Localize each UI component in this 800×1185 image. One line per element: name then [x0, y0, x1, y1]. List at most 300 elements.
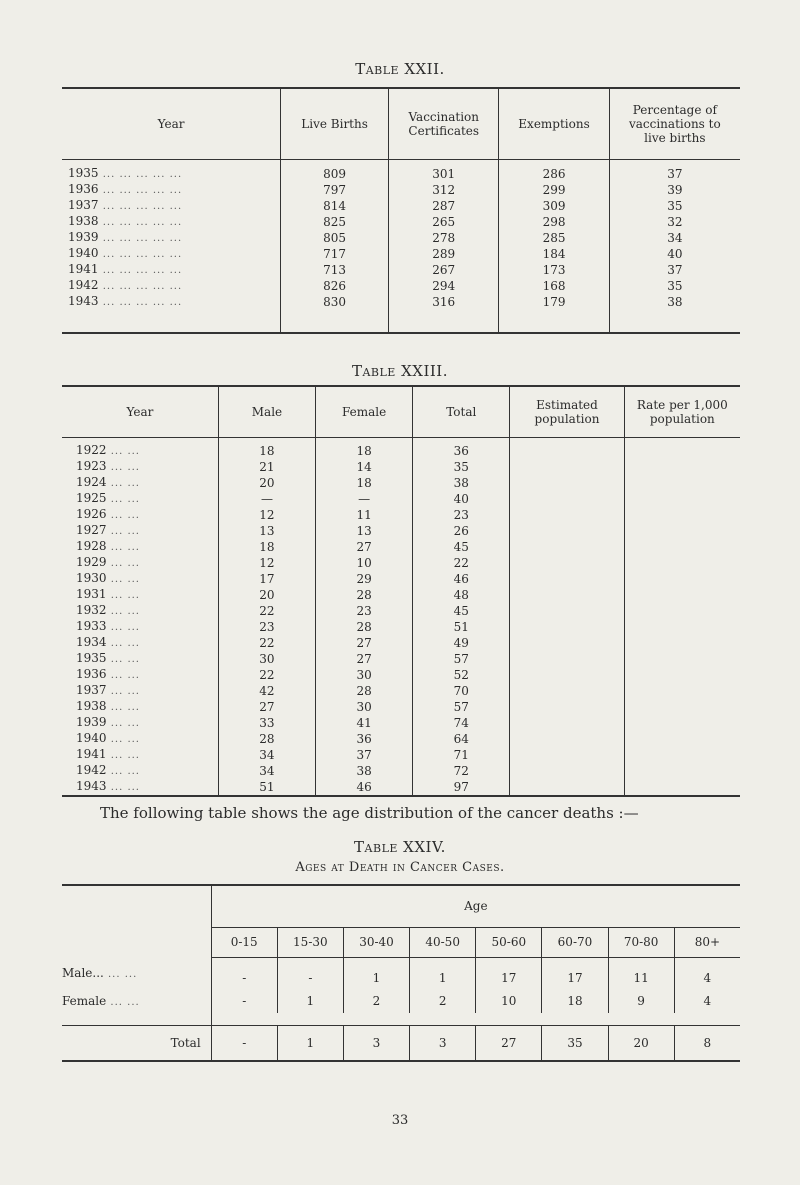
data-cell: 309 [499, 198, 609, 214]
data-cell: 33 [218, 715, 315, 731]
total-row [62, 1025, 740, 1061]
table-row [62, 587, 740, 603]
data-cell: 20 [218, 587, 315, 603]
data-cell: 28 [315, 587, 412, 603]
data-cell: 713 [281, 262, 389, 278]
rate-cell [624, 475, 740, 491]
year-value: 1942 [68, 278, 99, 292]
age-group-header: 30-40 [343, 927, 409, 957]
table-row [62, 198, 740, 214]
data-cell: 38 [609, 294, 740, 333]
estimated-population-cell [510, 747, 624, 763]
data-cell: 39 [609, 182, 740, 198]
table-row [62, 619, 740, 635]
year-value: 1933 [76, 619, 107, 633]
table-row [62, 230, 740, 246]
estimated-population-cell [510, 587, 624, 603]
rate-cell [624, 715, 740, 731]
year-value: 1943 [68, 294, 99, 308]
year-value: 1937 [76, 683, 107, 697]
year-value: 1943 [76, 779, 107, 793]
data-cell: 41 [315, 715, 412, 731]
estimated-population-cell [510, 475, 624, 491]
data-cell: 22 [218, 603, 315, 619]
data-cell: 4 [674, 957, 740, 989]
data-cell: 12 [218, 555, 315, 571]
data-cell: 4 [674, 989, 740, 1013]
table-row [62, 989, 740, 1013]
age-group-header: 60-70 [542, 927, 608, 957]
data-cell: 316 [389, 294, 499, 333]
col-header: Total [413, 386, 510, 438]
data-cell: 30 [315, 699, 412, 715]
year-cell [62, 491, 218, 507]
year-cell [62, 587, 218, 603]
leader-dots: ... ... [106, 686, 140, 697]
data-cell: 2 [410, 989, 476, 1013]
year-value: 1941 [76, 747, 107, 761]
data-cell: 11 [608, 957, 674, 989]
leader-dots: ... ... [106, 446, 140, 457]
year-cell [62, 160, 281, 183]
year-value: 1928 [76, 539, 107, 553]
leader-dots: ... ... ... ... ... [98, 297, 183, 308]
data-cell: 298 [499, 214, 609, 230]
data-cell: 45 [413, 603, 510, 619]
data-cell: 71 [413, 747, 510, 763]
total-cell: 27 [476, 1025, 542, 1061]
estimated-population-cell [510, 763, 624, 779]
data-cell: 289 [389, 246, 499, 262]
year-value: 1925 [76, 491, 107, 505]
data-cell: 45 [413, 539, 510, 555]
data-cell: 278 [389, 230, 499, 246]
leader-dots: ... ... [106, 766, 140, 777]
table-row [62, 182, 740, 198]
data-cell: 179 [499, 294, 609, 333]
table-row [62, 438, 740, 460]
estimated-population-cell [510, 491, 624, 507]
data-cell: 23 [218, 619, 315, 635]
rate-cell [624, 491, 740, 507]
leader-dots: ... ... [106, 654, 140, 665]
leader-dots: ... ... [106, 510, 140, 521]
estimated-population-cell [510, 571, 624, 587]
rate-cell [624, 459, 740, 475]
table-row [62, 603, 740, 619]
year-cell [62, 214, 281, 230]
leader-dots: ... ... [106, 638, 140, 649]
year-cell [62, 198, 281, 214]
table-24-title: Table XXIV. [354, 838, 446, 856]
col-header: Year [62, 386, 218, 438]
leader-dots: ... ... [106, 622, 140, 633]
data-cell: 168 [499, 278, 609, 294]
year-value: 1927 [76, 523, 107, 537]
rate-cell [624, 603, 740, 619]
rate-cell [624, 651, 740, 667]
data-cell: 57 [413, 699, 510, 715]
row-label-text: Male... [62, 966, 104, 980]
year-cell [62, 438, 218, 460]
data-cell: 35 [413, 459, 510, 475]
year-value: 1924 [76, 475, 107, 489]
data-cell: 10 [315, 555, 412, 571]
year-value: 1936 [68, 182, 99, 196]
table-row [62, 278, 740, 294]
data-cell: 13 [218, 523, 315, 539]
data-cell: 13 [315, 523, 412, 539]
year-value: 1937 [68, 198, 99, 212]
table-row [62, 667, 740, 683]
data-cell: 267 [389, 262, 499, 278]
rate-cell [624, 763, 740, 779]
total-label: Total [170, 1035, 201, 1050]
data-cell: 299 [499, 182, 609, 198]
data-cell: 9 [608, 989, 674, 1013]
data-cell: 10 [476, 989, 542, 1013]
year-value: 1922 [76, 443, 107, 457]
data-cell: 34 [218, 747, 315, 763]
total-cell: 20 [608, 1025, 674, 1061]
data-cell: 70 [413, 683, 510, 699]
data-cell: 287 [389, 198, 499, 214]
total-cell: 8 [674, 1025, 740, 1061]
estimated-population-cell [510, 667, 624, 683]
data-cell: 12 [218, 507, 315, 523]
estimated-population-cell [510, 459, 624, 475]
data-cell: 37 [609, 160, 740, 183]
data-cell: 28 [315, 619, 412, 635]
year-value: 1931 [76, 587, 107, 601]
data-cell: 20 [218, 475, 315, 491]
col-header: Percentage of vaccinations to live births [609, 88, 740, 160]
leader-dots: ... ... [106, 670, 140, 681]
data-cell: — [315, 491, 412, 507]
data-cell: 18 [315, 438, 412, 460]
year-cell [62, 603, 218, 619]
data-cell: - [211, 957, 277, 989]
age-group-header: 50-60 [476, 927, 542, 957]
data-cell: 40 [609, 246, 740, 262]
total-cell: 3 [343, 1025, 409, 1061]
leader-dots: ... ... ... ... ... [98, 265, 183, 276]
leader-dots: ... ... [106, 702, 140, 713]
data-cell: 42 [218, 683, 315, 699]
table-24-subtitle: Ages at Death in Cancer Cases. [295, 860, 505, 875]
table-row [62, 699, 740, 715]
leader-dots: ... ... [106, 558, 140, 569]
data-cell: - [211, 989, 277, 1013]
year-cell [62, 459, 218, 475]
data-cell: 1 [343, 957, 409, 989]
col-header: Vaccination Certificates [389, 88, 499, 160]
year-value: 1940 [76, 731, 107, 745]
data-cell: 717 [281, 246, 389, 262]
leader-dots: ... ... [106, 542, 140, 553]
table-row [62, 779, 740, 796]
year-cell [62, 523, 218, 539]
data-cell: 797 [281, 182, 389, 198]
year-value: 1929 [76, 555, 107, 569]
table-row [62, 160, 740, 183]
data-cell: 809 [281, 160, 389, 183]
data-cell: 34 [218, 763, 315, 779]
year-value: 1935 [76, 651, 107, 665]
data-cell: 74 [413, 715, 510, 731]
data-cell: 27 [315, 635, 412, 651]
table-row [62, 571, 740, 587]
table-row [62, 246, 740, 262]
data-cell: 312 [389, 182, 499, 198]
rate-cell [624, 747, 740, 763]
table-row [62, 957, 740, 989]
table-row [62, 731, 740, 747]
estimated-population-cell [510, 603, 624, 619]
data-cell: 18 [218, 539, 315, 555]
table-row [62, 683, 740, 699]
year-cell [62, 230, 281, 246]
year-cell [62, 246, 281, 262]
col-header: Rate per 1,000 population [624, 386, 740, 438]
leader-dots: ... ... [106, 606, 140, 617]
year-cell [62, 715, 218, 731]
year-value: 1939 [76, 715, 107, 729]
data-cell: 32 [609, 214, 740, 230]
year-cell [62, 278, 281, 294]
data-cell: 26 [413, 523, 510, 539]
total-cell: 3 [410, 1025, 476, 1061]
data-cell: 18 [218, 438, 315, 460]
year-value: 1934 [76, 635, 107, 649]
year-cell [62, 294, 281, 333]
data-cell: 173 [499, 262, 609, 278]
col-header: Exemptions [499, 88, 609, 160]
col-header: Estimated population [510, 386, 624, 438]
year-cell [62, 651, 218, 667]
leader-dots: ... ... [106, 750, 140, 761]
data-cell: 285 [499, 230, 609, 246]
rate-cell [624, 667, 740, 683]
leader-dots: ... ... [106, 526, 140, 537]
data-cell: 2 [343, 989, 409, 1013]
estimated-population-cell [510, 715, 624, 731]
table-row [62, 214, 740, 230]
data-cell: 805 [281, 230, 389, 246]
year-cell [62, 683, 218, 699]
data-cell: 18 [315, 475, 412, 491]
row-label [62, 957, 211, 989]
data-cell: 30 [315, 667, 412, 683]
data-cell: 294 [389, 278, 499, 294]
data-cell: 49 [413, 635, 510, 651]
table-row [62, 651, 740, 667]
year-value: 1930 [76, 571, 107, 585]
data-cell: 184 [499, 246, 609, 262]
page-number: 33 [391, 1113, 409, 1128]
leader-dots: ... ... [103, 969, 138, 980]
estimated-population-cell [510, 635, 624, 651]
data-cell: 11 [315, 507, 412, 523]
data-cell: 38 [315, 763, 412, 779]
rate-cell [624, 507, 740, 523]
estimated-population-cell [510, 539, 624, 555]
year-cell [62, 635, 218, 651]
col-header: Year [62, 88, 281, 160]
leader-dots: ... ... ... ... ... [98, 217, 183, 228]
leader-dots: ... ... ... ... ... [98, 201, 183, 212]
year-cell [62, 475, 218, 491]
data-cell: 22 [413, 555, 510, 571]
leader-dots: ... ... ... ... ... [98, 185, 183, 196]
table-row [62, 491, 740, 507]
estimated-population-cell [510, 699, 624, 715]
age-header: Age [211, 885, 740, 927]
year-value: 1935 [68, 166, 99, 180]
table-row [62, 507, 740, 523]
data-cell: 36 [413, 438, 510, 460]
table-row [62, 763, 740, 779]
table-row [62, 262, 740, 278]
leader-dots: ... ... [106, 462, 140, 473]
table-23 [62, 385, 740, 797]
data-cell: 18 [542, 989, 608, 1013]
data-cell: 46 [315, 779, 412, 796]
age-group-header: 70-80 [608, 927, 674, 957]
rate-cell [624, 523, 740, 539]
estimated-population-cell [510, 555, 624, 571]
leader-dots: ... ... ... ... ... [98, 169, 183, 180]
table-row [62, 635, 740, 651]
year-value: 1926 [76, 507, 107, 521]
data-cell: 1 [410, 957, 476, 989]
leader-dots: ... ... [106, 494, 140, 505]
table-row [62, 475, 740, 491]
year-value: 1942 [76, 763, 107, 777]
data-cell: 72 [413, 763, 510, 779]
year-cell [62, 763, 218, 779]
data-cell: 22 [218, 635, 315, 651]
year-value: 1936 [76, 667, 107, 681]
rate-cell [624, 587, 740, 603]
row-label-text: Female [62, 994, 107, 1008]
leader-dots: ... ... ... ... ... [98, 249, 183, 260]
leader-dots: ... ... ... ... ... [98, 281, 183, 292]
data-cell: 38 [413, 475, 510, 491]
table-22 [62, 87, 740, 334]
leader-dots: ... ... [106, 574, 140, 585]
data-cell: 825 [281, 214, 389, 230]
table-24 [62, 884, 740, 1062]
age-group-header: 80+ [674, 927, 740, 957]
year-cell [62, 779, 218, 796]
rate-cell [624, 635, 740, 651]
table-22-title: Table XXII. [355, 60, 445, 78]
data-cell: 22 [218, 667, 315, 683]
rate-cell [624, 438, 740, 460]
data-cell: 17 [218, 571, 315, 587]
data-cell: 17 [476, 957, 542, 989]
data-cell: 48 [413, 587, 510, 603]
data-cell: 30 [218, 651, 315, 667]
data-cell: 97 [413, 779, 510, 796]
data-cell: — [218, 491, 315, 507]
data-cell: 46 [413, 571, 510, 587]
data-cell: 51 [218, 779, 315, 796]
table-row [62, 555, 740, 571]
year-cell [62, 539, 218, 555]
data-cell: 21 [218, 459, 315, 475]
rate-cell [624, 699, 740, 715]
estimated-population-cell [510, 619, 624, 635]
rate-cell [624, 555, 740, 571]
data-cell: 64 [413, 731, 510, 747]
col-header: Live Births [281, 88, 389, 160]
data-cell: 830 [281, 294, 389, 333]
intro-sentence: The following table shows the age distribution of the cancer deaths :— [100, 804, 639, 822]
estimated-population-cell [510, 731, 624, 747]
data-cell: 27 [315, 651, 412, 667]
year-value: 1938 [76, 699, 107, 713]
data-cell: 36 [315, 731, 412, 747]
data-cell: 52 [413, 667, 510, 683]
year-cell [62, 699, 218, 715]
year-cell [62, 667, 218, 683]
rate-cell [624, 779, 740, 796]
table-row [62, 523, 740, 539]
data-cell: 37 [609, 262, 740, 278]
estimated-population-cell [510, 523, 624, 539]
data-cell: 34 [609, 230, 740, 246]
rate-cell [624, 571, 740, 587]
year-cell [62, 731, 218, 747]
leader-dots: ... ... ... ... ... [98, 233, 183, 244]
age-group-header: 40-50 [410, 927, 476, 957]
year-cell [62, 182, 281, 198]
col-header: Male [218, 386, 315, 438]
data-cell: 23 [315, 603, 412, 619]
data-cell: 28 [218, 731, 315, 747]
year-value: 1939 [68, 230, 99, 244]
data-cell: 57 [413, 651, 510, 667]
rate-cell [624, 731, 740, 747]
year-cell [62, 619, 218, 635]
year-value: 1938 [68, 214, 99, 228]
estimated-population-cell [510, 507, 624, 523]
age-group-header: 15-30 [277, 927, 343, 957]
data-cell: 23 [413, 507, 510, 523]
year-value: 1940 [68, 246, 99, 260]
data-cell: 35 [609, 278, 740, 294]
table-23-title: Table XXIII. [351, 362, 449, 380]
age-group-header: 0-15 [211, 927, 277, 957]
table-row [62, 539, 740, 555]
table-row [62, 747, 740, 763]
year-value: 1941 [68, 262, 99, 276]
data-cell: 37 [315, 747, 412, 763]
total-cell: 1 [277, 1025, 343, 1061]
table-row [62, 294, 740, 333]
data-cell: 28 [315, 683, 412, 699]
estimated-population-cell [510, 779, 624, 796]
data-cell: 286 [499, 160, 609, 183]
leader-dots: ... ... [106, 782, 140, 793]
estimated-population-cell [510, 651, 624, 667]
data-cell: 265 [389, 214, 499, 230]
data-cell: 301 [389, 160, 499, 183]
total-cell: 35 [542, 1025, 608, 1061]
table-row [62, 459, 740, 475]
